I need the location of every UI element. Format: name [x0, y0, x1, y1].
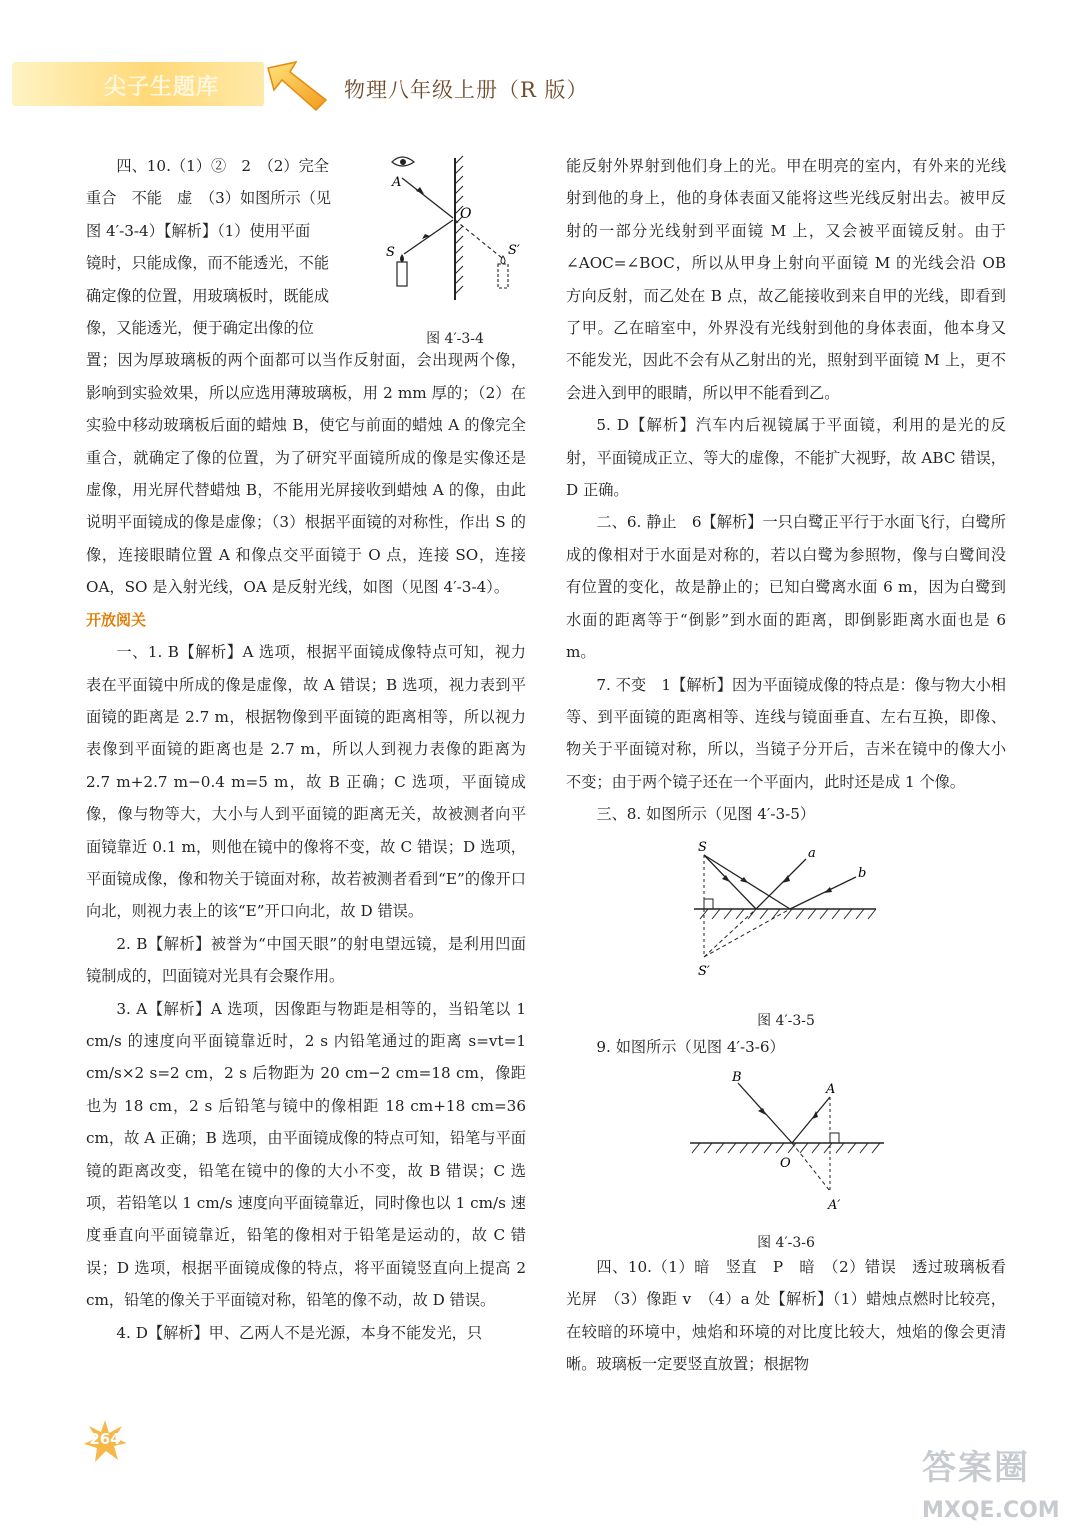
label-A: A: [392, 175, 402, 190]
series-brand: 尖子生题库: [104, 75, 220, 100]
answer-2-6: 二、6. 静止 6【解析】一只白鹭正平行于水面飞行，白鹭所成的像相对于水面是对称的，若以白鹭为参照物，像与白鹭间没有位置的变化，故是静止的；已知白鹭离水面 6 m，因为白鹭到水面的距离等于“倒影”到水面的距离，即倒影距离水面也是 6 m。: [566, 513, 1006, 662]
candle-image-icon: [498, 256, 508, 288]
answer-4-10-rest: 置；因为厚玻璃板的两个面都可以当作反射面，会出现两个像，影响到实验效果，所以应选用薄玻璃板，用 2 mm 厚的；（2）在实验中移动玻璃板后面的蜡烛 B，使它与前面的蜡烛 A 的像完全重合，就确定了像的位置，为了研究平面镜所成的像是实像还是虚像，用光屏代替蜡烛 B，不能用光屏接收到蜡烛 A 的像，由此说明平面镜成的像是虚像；（3）根据平面镜的对称性，作出 S 的像，连接眼睛位置 A 和像点交平面镜于 O 点，连接 SO，连接 OA，SO 是入射光线，OA 是反射光线，如图（见图 4′-3-4）。: [86, 351, 526, 597]
page-header: [0, 0, 1083, 130]
text-line: 四、10.（1）② 2 （2）完全: [116, 157, 329, 175]
answer-3-9: 9. 如图所示（见图 4′-3-6）: [596, 1037, 785, 1056]
label-O: O: [460, 206, 472, 222]
label-B: B: [732, 1069, 742, 1085]
answer-3-8: 三、8. 如图所示（见图 4′-3-5）: [596, 805, 816, 824]
watermark-logo: 答案圈: [922, 1448, 1030, 1488]
arrow-icon: [262, 58, 334, 114]
text-line: 镜时，只能成像，而不能透光，不能: [86, 254, 329, 273]
label-O: O: [780, 1155, 791, 1171]
text-line: 图 4′-3-4）【解析】（1）使用平面: [86, 221, 311, 240]
label-S: S: [386, 245, 395, 260]
answer-1-4-continued: 能反射外界射到他们身上的光。甲在明亮的室内，有外来的光线射到他的身上，他的身体表面又能将这些光线反射出去。被甲反射的一部分光线射到平面镜 M 上，又会被平面镜反射。由于∠AOC=∠BOC，所以从甲身上射向平面镜 M 的光线会沿 OB 方向反射，而乙处在 B 点，故乙能接收到来自甲的光线，即看到了甲。乙在暗室中，外界没有光线射到他的身体表面，他本身又不能发光，因此不会有从乙射出的光，照射到平面镜 M 上，更不会进入到甲的眼睛，所以甲不能看到乙。: [566, 157, 1006, 402]
book-title: 物理八年级上册（R 版）: [344, 78, 589, 102]
label-b: b: [858, 865, 867, 881]
reflection-diagram-5: [566, 835, 1006, 995]
text-line: 重合 不能 虚 （3）如图所示（见: [86, 189, 332, 208]
section-title: 开放阅关: [86, 610, 147, 629]
figure-caption: 图 4′-3-6: [757, 1235, 815, 1252]
figure-4-3-6: [566, 1067, 1006, 1251]
figure-4-3-5: [566, 835, 1006, 1031]
answer-1-4: 4. D【解析】甲、乙两人不是光源，本身不能发光，只: [116, 1323, 483, 1342]
reflection-diagram-6: [566, 1067, 1006, 1217]
text-line: 确定像的位置，用玻璃板时，既能成: [86, 286, 329, 305]
answer-1-5: 5. D【解析】汽车内后视镜属于平面镜，利用的是光的反射，平面镜成正立、等大的虚像，不能扩大视野，故 ABC 错误，D 正确。: [566, 416, 1006, 500]
watermark-url: MXQE.COM: [922, 1498, 1060, 1523]
label-a: a: [808, 845, 816, 861]
figure-caption: 图 4′-3-5: [757, 1012, 815, 1029]
figure-caption: 图 4′-3-4: [426, 331, 484, 347]
answer-4-10-intro: [86, 150, 364, 344]
right-column: [566, 150, 1006, 1381]
answer-1-2: 2. B【解析】被誉为“中国天眼”的射电望远镜，是利用凹面镜制成的，凹面镜对光具有会聚作用。: [86, 934, 526, 986]
label-A-image: A′: [828, 1197, 841, 1213]
mirror-diagram: [380, 150, 530, 320]
label-S: S: [698, 839, 707, 855]
candle-icon: [397, 254, 407, 286]
eye-icon: [392, 157, 414, 166]
label-S-image: S′: [508, 243, 520, 258]
page-number: [82, 1418, 128, 1464]
label-A: A: [826, 1081, 836, 1097]
figure-4-3-4: [380, 150, 530, 350]
answer-4-10: 四、10.（1）暗 竖直 P 暗 （2）错误 透过玻璃板看光屏 （3）像距 v （4）a 处【解析】（1）蜡烛点燃时比较亮，在较暗的环境中，烛焰和环境的对比度比较大，烛焰的像会更清晰。玻璃板一定要竖直放置；根据物: [566, 1257, 1006, 1374]
answer-2-7: 7. 不变 1【解析】因为平面镜成像的特点是：像与物大小相等、到平面镜的距离相等、连线与镜面垂直、左右互换，即像、物关于平面镜对称，所以，当镜子分开后，吉米在镜中的像大小不变；由于两个镜子还在一个平面内，此时还是成 1 个像。: [566, 675, 1006, 791]
text-line: 像，又能透光，便于确定出像的位: [86, 319, 314, 338]
label-S-image: S′: [698, 963, 710, 979]
page-number-text: 264: [89, 1430, 121, 1448]
watermark: [916, 1440, 1066, 1532]
answer-1-1: 一、1. B【解析】A 选项，根据平面镜成像特点可知，视力表在平面镜中所成的像是虚像，故 A 错误；B 选项，视力表到平面镜的距离是 2.7 m，根据物像到平面镜的距离相等，所以视力表像到平面镜的距离也是 2.7 m，所以人到视力表像的距离为 2.7 m+2.7 m−0.4 m=5 m，故 B 正确；C 选项，平面镜成像，像与物等大，大小与人到平面镜的距离无关，故被测者向平面镜靠近 0.1 m，则他在镜中的像将不变，故 C 错误；D 选项，平面镜成像，像和物关于镜面对称，故若被测者看到“E”的像开口向北，则视力表上的该“E”开口向北，故 D 错误。: [86, 643, 526, 921]
answer-1-3: 3. A【解析】A 选项，因像距与物距是相等的，当铅笔以 1 cm/s 的速度向平面镜靠近时，2 s 内铅笔通过的距离 s=vt=1 cm/s×2 s=2 cm，2 s 后物距为 20 cm−2 cm=18 cm，像距也为 18 cm，2 s 后铅笔与镜中的像相距 18 cm+18 cm=36 cm，故 A 正确；B 选项，由平面镜成像的特点可知，铅笔与平面镜的距离改变，铅笔在镜中的像的大小不变，故 B 错误；C 选项，若铅笔以 1 cm/s 速度向平面镜靠近，同时像也以 1 cm/s 速度垂直向平面镜靠近，铅笔的像相对于铅笔是运动的，故 C 错误；D 选项，根据平面镜成像的特点，将平面镜竖直向上提高 2 cm，铅笔的像关于平面镜对称，铅笔的像不动，故 D 错误。: [86, 999, 526, 1310]
